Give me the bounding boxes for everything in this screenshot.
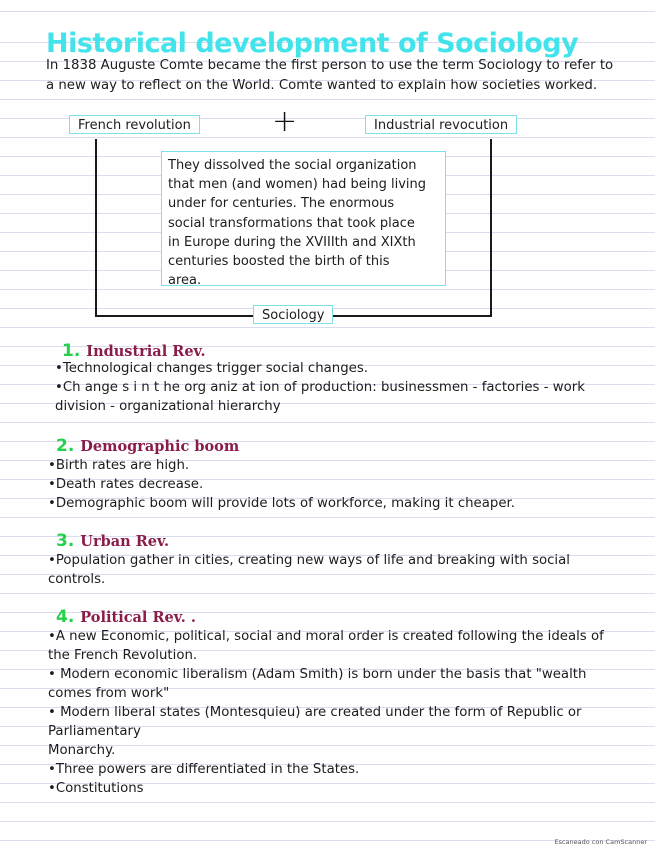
section-line: division - organizational hierarchy — [55, 399, 281, 414]
diagram-bracket-left — [95, 139, 97, 316]
section-line: • Modern liberal states (Montesquieu) are created under the form of Republic or — [48, 705, 582, 720]
section-line: the French Revolution. — [48, 648, 198, 663]
section-line: • Modern economic liberalism (Adam Smith) is born under the basis that "wealth — [48, 667, 587, 682]
sociology-box: Sociology — [253, 305, 333, 324]
section-heading — [62, 341, 206, 361]
section-line: Parliamentary — [48, 724, 141, 739]
section-line: Monarchy. — [48, 743, 116, 758]
diagram-bracket-right — [490, 139, 492, 316]
section-line: •Death rates decrease. — [48, 477, 204, 492]
explanation-line: that men (and women) had being living — [168, 177, 427, 193]
explanation-line: They dissolved the social organization — [168, 158, 417, 173]
section-line: •Demographic boom will provide lots of workforce, making it cheaper. — [48, 496, 515, 511]
explanation-line: social transformations that took place — [168, 215, 415, 231]
section-line: •Three powers are differentiated in the States. — [48, 762, 360, 777]
explanation-line: area. — [168, 273, 202, 289]
section-line: •A new Economic, political, social and moral order is created following the ideals of — [48, 629, 604, 644]
industrial-revolution-box: Industrial revocution — [365, 115, 517, 134]
section-heading — [56, 531, 169, 551]
section-line: controls. — [48, 572, 106, 587]
scanner-watermark: Escaneado con CamScanner — [554, 838, 647, 846]
diagram-explanation-box — [161, 151, 446, 289]
intro-line: In 1838 Auguste Comte became the first person to use the term Sociology to refer to — [46, 58, 614, 73]
french-revolution-box: French revolution — [69, 115, 200, 134]
section-title: Political Rev. . — [80, 609, 196, 626]
section-line: •Ch ange s i n t he org aniz at ion of production: businessmen - factories - work — [55, 380, 585, 395]
explanation-line: under for centuries. The enormous — [168, 196, 395, 212]
section-number: 2. — [56, 436, 75, 456]
section-title: Industrial Rev. — [86, 343, 206, 360]
section-line: •Technological changes trigger social changes. — [55, 361, 368, 376]
intro-line: a new way to reflect on the World. Comte wanted to explain how societies worked. — [46, 78, 598, 93]
page-title: Historical development of Sociology — [46, 28, 579, 59]
section-title: Demographic boom — [80, 438, 240, 455]
section-heading — [56, 607, 196, 627]
section-line: comes from work" — [48, 686, 170, 701]
section-number: 1. — [62, 341, 81, 361]
explanation-line: centuries boosted the birth of this — [168, 254, 390, 270]
section-heading — [56, 436, 239, 456]
explanation-line: in Europe during the XVIIIth and XIXth — [168, 234, 416, 250]
section-line: •Population gather in cities, creating new ways of life and breaking with social — [48, 553, 570, 568]
section-title: Urban Rev. — [80, 533, 169, 550]
section-line: •Birth rates are high. — [48, 458, 190, 473]
section-number: 4. — [56, 607, 75, 627]
section-line: •Constitutions — [48, 781, 144, 796]
plus-sign: + — [272, 104, 298, 139]
section-number: 3. — [56, 531, 75, 551]
